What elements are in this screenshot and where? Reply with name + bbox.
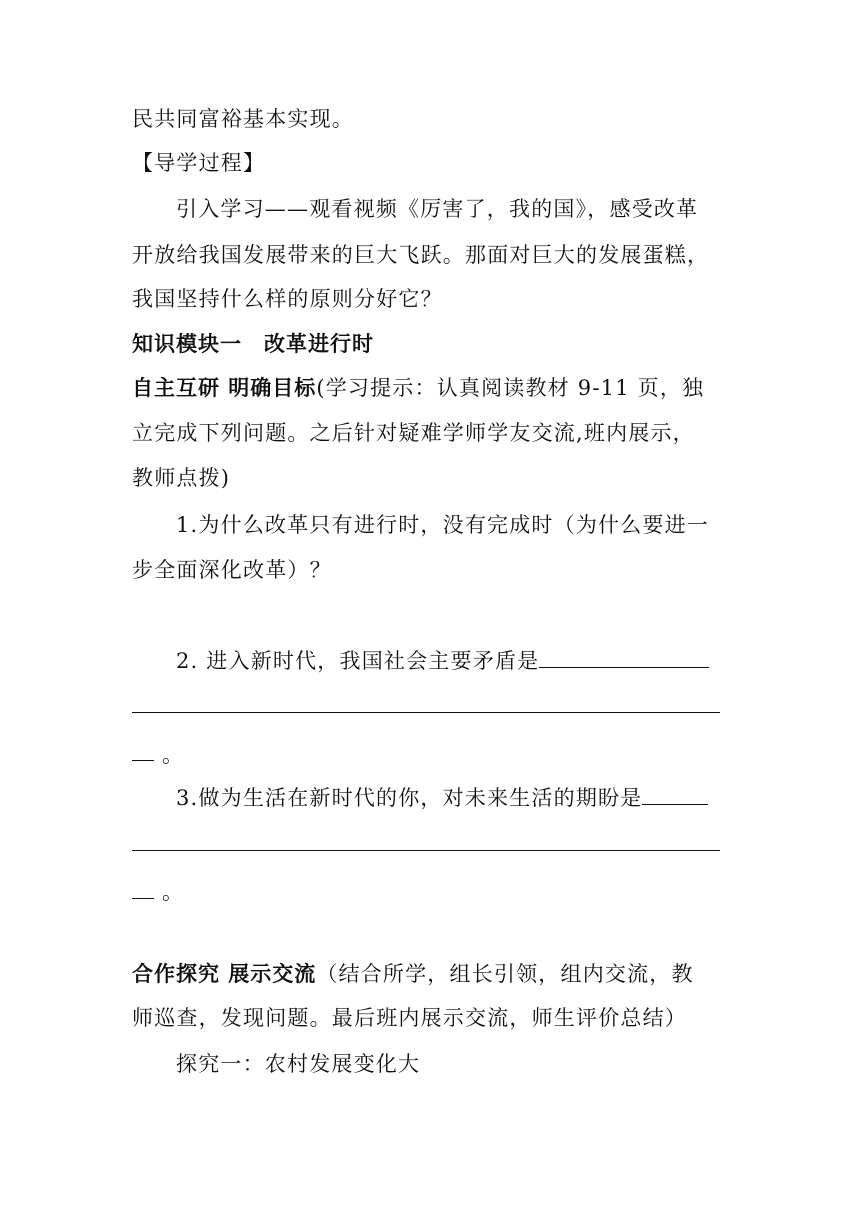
guide-heading: 【导学过程】 [132, 151, 266, 175]
intro-line-3: 我国坚持什么样的原则分好它？ [132, 287, 443, 311]
intro-line-1: 引入学习——观看视频《厉害了，我的国》，感受改革 [176, 197, 699, 221]
question-3-answer-blank[interactable] [642, 782, 708, 805]
question-2-answer-blank[interactable] [539, 645, 709, 668]
question-3-answer-tail[interactable] [132, 898, 154, 899]
question-2-answer-line[interactable] [132, 712, 720, 713]
question-2-line-1 [176, 645, 776, 676]
coop-label: 合作探究 展示交流 [132, 962, 317, 986]
module1-title: 知识模块一 改革进行时 [132, 332, 374, 356]
question-2-text: 2. 进入新时代，我国社会主要矛盾是 [176, 649, 540, 673]
question-1-line-2: 步全面深化改革）？ [132, 558, 332, 582]
self-study-hint: (学习提示：认真阅读教材 9-11 页，独 [316, 376, 705, 400]
coop-line-1 [132, 959, 732, 989]
self-study-line-2: 立完成下列问题。之后针对疑难学师学友交流,班内展示， [132, 421, 695, 445]
self-study-line-1 [132, 373, 732, 403]
self-study-line-3: 教师点拨) [132, 466, 231, 490]
self-study-label: 自主互研 明确目标 [132, 376, 317, 400]
coop-line-2: 师巡查，发现问题。最后班内展示交流，师生评价总结） [132, 1006, 687, 1030]
question-3-line-1 [176, 782, 776, 813]
question-2-answer-tail[interactable] [132, 760, 154, 761]
coop-hint: （结合所学，组长引领，组内交流，教 [316, 962, 694, 986]
intro-line-2: 开放给我国发展带来的巨大飞跃。那面对巨大的发展蛋糕， [132, 243, 710, 267]
question-3-answer-line[interactable] [132, 850, 720, 851]
question-3-period: 。 [162, 880, 183, 904]
intro-tail-text: 民共同富裕基本实现。 [132, 107, 354, 131]
explore-1-title: 探究一：农村发展变化大 [176, 1052, 421, 1076]
question-1-line-1: 1.为什么改革只有进行时，没有完成时（为什么要进一 [176, 513, 710, 537]
question-3-text: 3.做为生活在新时代的你，对未来生活的期盼是 [176, 786, 643, 810]
question-2-period: 。 [162, 743, 183, 767]
